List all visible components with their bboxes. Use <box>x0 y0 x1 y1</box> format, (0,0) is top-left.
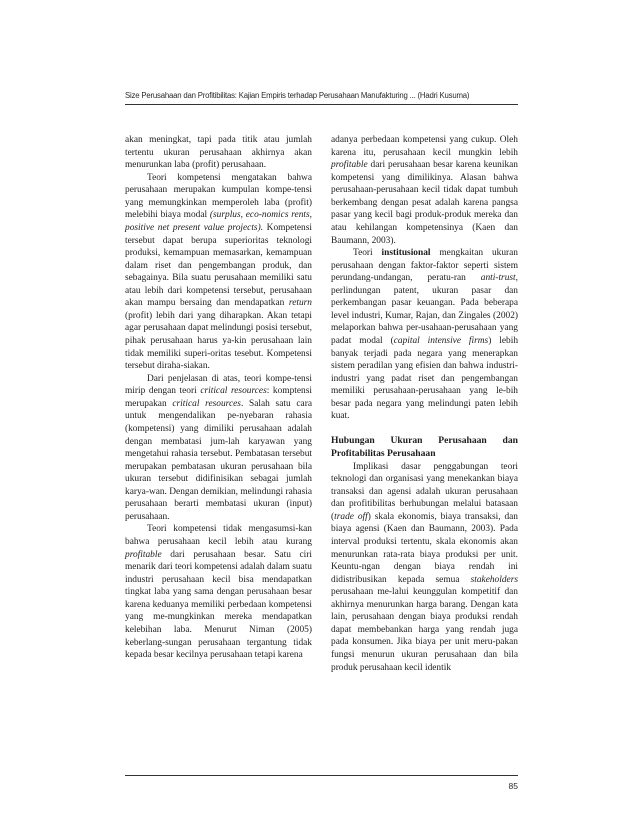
paragraph-gap <box>331 423 518 436</box>
paragraph: Dari penjelasan di atas, teori kompe-tensi mirip dengan teori critical resources: komptensi merupakan critical resources. Salah satu cara untuk mengendalikan pe-nyebaran rahasia (kompetensi) yang dimiliki perusahaan adalah dengan membatasi jum-lah karyawan yang mengetahui rahasia tersebut. Pembatasan tersebut merupakan pembatasan ukuran perusahaan bila ukuran tersebut didifinisikan sebagai jumlah karya-wan. Dengan demikian, melindungi rahasia perusahaan berarti membatasi ukuran (input) perusahaan. <box>125 373 312 522</box>
right-column <box>331 134 518 674</box>
paragraph: Teori institusional mengkaitan ukuran perusahaan dengan faktor-faktor seperti sistem perundang-undangan, peratu-ran anti-trust, perlindungan patent, ukuran pasar dan perkembangan pasar keuangan. Pada beberapa level industri, Kumar, Rajan, dan Zingales (2002) melaporkan bahwa per-usahaan-perusahaan yang padat modal (capital intensive firms) lebih banyak terjadi pada negara yang menerapkan sistem peradilan yang efisien dan bahwa industri-industri yang padat riset dan pengembangan memiliki perusahaan-perusahaan yang le-bih besar pada negara yang melindungi paten lebih kuat. <box>331 248 519 422</box>
paragraph: adanya perbedaan kompetensi yang cukup. Oleh karena itu, perusahaan kecil mungkin lebih profitable dari perusahaan besar karena keunikan kompetensi yang dimilikinya. Alasan bahwa perusahaan-perusahaan kecil tidak dapat tumbuh berkembang dengan pesat adalah karena pangsa pasar yang kecil bagi produk-produk mereka dan atau kehilangan kompetensinya (Kaen dan Baumann, 2003). <box>331 135 518 246</box>
footer-rule <box>125 775 518 776</box>
paragraph: Implikasi dasar penggabungan teori teknologi dan organisasi yang menekankan biaya transaksi dan agensi adalah ukuran perusahaan dan profitibilitas berhubungan melalui batasaan (trade off) skala ekonomis, biaya transaksi, dan biaya agensi (Kaen dan Baumann, 2003). Pada interval produksi tertentu, skala ekonomis akan menurunkan rata-rata biaya produksi per unit. Keuntu-ngan dengan biaya rendah ini didistribusikan kepada semua stakeholders perusahaan me-lalui keunggulan kompetitif dan akhirnya menurunkan harga barang. Dengan kata lain, perusahaan dengan biaya produksi rendah dapat membebankan harga yang rendah juga pada konsumen. Jika biaya per unit meru-pakan fungsi menurun ukuran perusahaan dan bila produk perusahaan kecil identik <box>331 461 518 673</box>
paragraph: Teori kompetensi tidak mengasumsi-kan bahwa perusahaan kecil lebih atau kurang profitable dari perusahaan besar. Satu ciri menarik dari teori kompetensi adalah dalam suatu industri perusahaan kecil bisa mendapatkan tingkat laba yang sama dengan perusahaan besar karena keduanya memiliki perbedaan kompetensi yang me-mungkinkan mereka mendapatkan kelebihan laba. Menurut Niman (2005) keberlang-sungan perusahaan tergantung tidak kepada besar kecilnya perusahaan tetapi karena <box>125 524 312 661</box>
section-heading: Hubungan Ukuran Perusahaan dan Profitabilitas Perusahaan <box>331 435 518 460</box>
paragraph: Teori kompetensi mengatakan bahwa perusahaan merupakan kumpulan kompe-tensi yang memungkinkan memperoleh laba (profit) melebihi biaya modal (surplus, eco-nomics rents, positive net present value projects). Kompetensi tersebut dapat berupa superioritas teknologi produksi, kemampuan memasarkan, kemampuan dalam riset dan pengembangan produk, dan sebagainya. Bila suatu perusahaan memiliki satu atau lebih dari kompetensi tersebut, perusahaan akan mampu bersaing dan mendapatkan return (profit) lebih dari yang diharapkan. Akan tetapi agar perusahaan dapat melindungi posisi tersebut, pihak perusahaan harus ya-kin perusahaan lain tidak memiliki superi-oritas tesebut. Kompetensi tersebut diraha-siakan. <box>125 172 312 372</box>
left-column <box>125 134 312 662</box>
paragraph: akan meningkat, tapi pada titik atau jumlah tertentu ukuran perusahaan akhirnya akan menurunkan laba (profit) perusahaan. <box>125 135 312 171</box>
running-header: Size Perusahaan dan Profitibilitas: Kajian Empiris terhadap Perusahaan Manufakturing ... (Hadri Kusuma) <box>125 91 470 100</box>
header-rule <box>125 104 518 105</box>
page-number: 85 <box>508 781 518 791</box>
